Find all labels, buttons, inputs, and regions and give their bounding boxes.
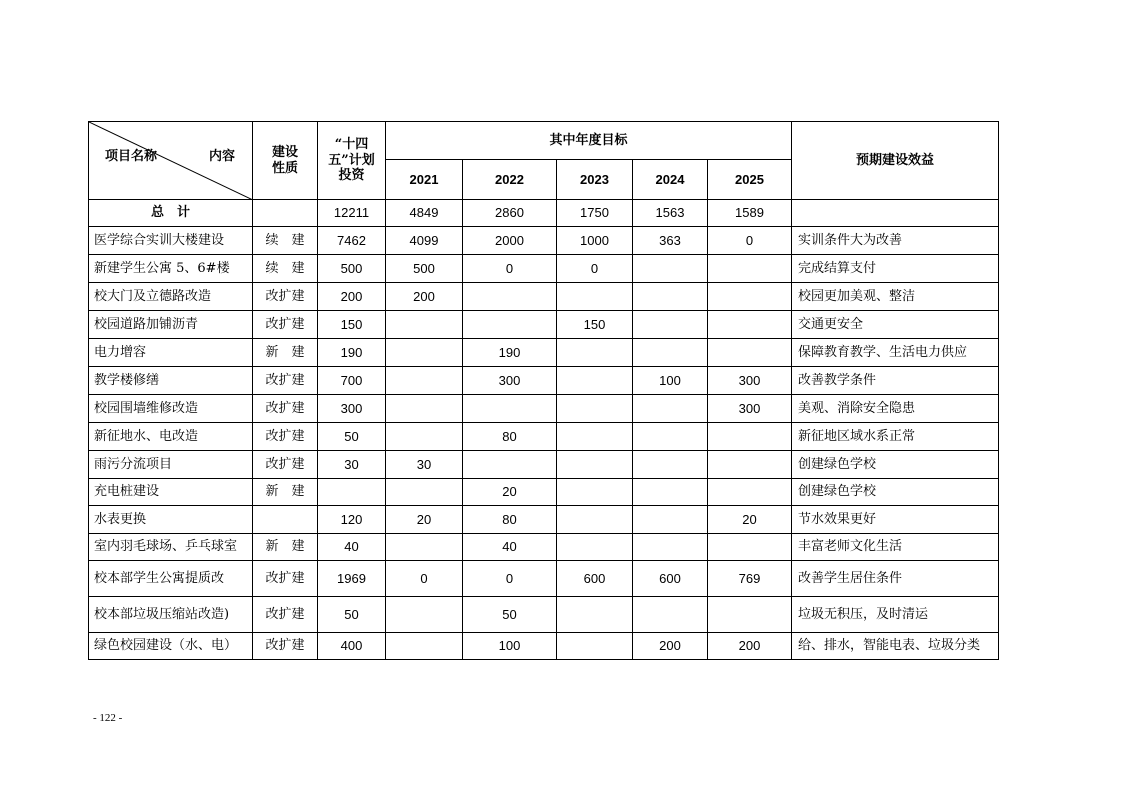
total-2023: 1750	[557, 200, 633, 227]
header-nature-line2: 性质	[271, 160, 298, 176]
project-name-cell: 校本部学生公寓提质改	[89, 561, 253, 597]
year-value-cell	[633, 423, 708, 451]
benefit-cell: 美观、消除安全隐患	[792, 395, 999, 423]
year-value-cell	[463, 283, 557, 311]
year-value-cell: 600	[557, 561, 633, 597]
year-value-cell	[708, 451, 792, 479]
table-row	[89, 339, 999, 367]
year-value-cell: 200	[708, 633, 792, 660]
total-benefit	[792, 200, 999, 227]
year-value-cell	[557, 506, 633, 534]
year-value-cell	[557, 479, 633, 506]
nature-cell: 改扩建	[253, 367, 318, 395]
invest-cell: 190	[318, 339, 386, 367]
table-row	[89, 311, 999, 339]
year-value-cell	[557, 423, 633, 451]
year-value-cell	[557, 534, 633, 561]
year-value-cell	[463, 395, 557, 423]
header-invest-line2: 五”计划	[328, 152, 375, 168]
year-value-cell: 80	[463, 506, 557, 534]
year-value-cell: 80	[463, 423, 557, 451]
year-value-cell: 300	[708, 367, 792, 395]
year-value-cell: 0	[463, 561, 557, 597]
nature-cell: 改扩建	[253, 423, 318, 451]
project-name-cell: 新建学生公寓 5、6#楼	[89, 255, 253, 283]
year-value-cell	[557, 395, 633, 423]
year-value-cell	[633, 597, 708, 633]
year-value-cell: 300	[463, 367, 557, 395]
year-value-cell	[633, 395, 708, 423]
nature-cell: 改扩建	[253, 633, 318, 660]
year-value-cell	[557, 633, 633, 660]
nature-cell: 改扩建	[253, 561, 318, 597]
year-value-cell: 4099	[386, 227, 463, 255]
benefit-cell: 新征地区域水系正常	[792, 423, 999, 451]
table-row	[89, 597, 999, 633]
year-value-cell	[633, 479, 708, 506]
year-value-cell	[708, 597, 792, 633]
table-row	[89, 227, 999, 255]
table-row	[89, 367, 999, 395]
year-value-cell	[708, 283, 792, 311]
benefit-cell: 改善学生居住条件	[792, 561, 999, 597]
table-row	[89, 534, 999, 561]
year-value-cell	[386, 367, 463, 395]
project-name-cell: 水表更换	[89, 506, 253, 534]
year-value-cell: 0	[463, 255, 557, 283]
project-name-cell: 新征地水、电改造	[89, 423, 253, 451]
nature-cell: 改扩建	[253, 451, 318, 479]
total-label: 总 计	[89, 200, 253, 227]
total-row	[89, 200, 999, 227]
benefit-cell: 保障教育教学、生活电力供应	[792, 339, 999, 367]
header-invest-line1: “十四	[334, 137, 369, 153]
year-value-cell	[557, 367, 633, 395]
year-value-cell: 0	[557, 255, 633, 283]
year-value-cell: 2000	[463, 227, 557, 255]
total-invest: 12211	[318, 200, 386, 227]
table-row	[89, 451, 999, 479]
table-row	[89, 506, 999, 534]
benefit-cell: 校园更加美观、整洁	[792, 283, 999, 311]
invest-cell: 400	[318, 633, 386, 660]
header-year-2021: 2021	[386, 160, 463, 200]
year-value-cell	[708, 311, 792, 339]
year-value-cell: 500	[386, 255, 463, 283]
project-name-cell: 室内羽毛球场、乒乓球室	[89, 534, 253, 561]
benefit-cell: 节水效果更好	[792, 506, 999, 534]
year-value-cell	[557, 451, 633, 479]
nature-cell: 改扩建	[253, 395, 318, 423]
year-value-cell	[557, 339, 633, 367]
year-value-cell	[633, 283, 708, 311]
header-nature	[253, 122, 318, 200]
project-name-cell: 校大门及立德路改造	[89, 283, 253, 311]
project-name-cell: 教学楼修缮	[89, 367, 253, 395]
year-value-cell	[386, 423, 463, 451]
invest-cell: 120	[318, 506, 386, 534]
nature-cell: 续 建	[253, 255, 318, 283]
year-value-cell	[633, 255, 708, 283]
page-number: - 122 -	[93, 712, 123, 724]
table-row	[89, 479, 999, 506]
invest-cell: 40	[318, 534, 386, 561]
header-invest-line3: 投资	[338, 168, 365, 184]
year-value-cell	[633, 339, 708, 367]
project-name-cell: 雨污分流项目	[89, 451, 253, 479]
benefit-cell: 创建绿色学校	[792, 479, 999, 506]
year-value-cell	[708, 534, 792, 561]
header-yearly-group: 其中年度目标	[386, 122, 792, 160]
total-2024: 1563	[633, 200, 708, 227]
year-value-cell	[633, 534, 708, 561]
benefit-cell: 完成结算支付	[792, 255, 999, 283]
year-value-cell	[386, 479, 463, 506]
header-year-2024: 2024	[633, 160, 708, 200]
year-value-cell	[708, 479, 792, 506]
year-value-cell: 363	[633, 227, 708, 255]
table-row	[89, 395, 999, 423]
year-value-cell: 50	[463, 597, 557, 633]
year-value-cell	[386, 597, 463, 633]
header-row-1	[89, 122, 999, 160]
benefit-cell: 给、排水，智能电表、垃圾分类	[792, 633, 999, 660]
nature-cell: 改扩建	[253, 283, 318, 311]
year-value-cell: 1000	[557, 227, 633, 255]
invest-cell: 7462	[318, 227, 386, 255]
invest-cell: 30	[318, 451, 386, 479]
year-value-cell: 40	[463, 534, 557, 561]
benefit-cell: 创建绿色学校	[792, 451, 999, 479]
header-invest	[318, 122, 386, 200]
header-benefit: 预期建设效益	[792, 122, 999, 200]
year-value-cell: 20	[386, 506, 463, 534]
header-diagonal-cell	[89, 122, 253, 200]
header-year-2022: 2022	[463, 160, 557, 200]
invest-cell: 50	[318, 597, 386, 633]
nature-cell: 改扩建	[253, 597, 318, 633]
project-name-cell: 校园道路加铺沥青	[89, 311, 253, 339]
header-project-name: 项目名称	[105, 149, 158, 164]
total-2021: 4849	[386, 200, 463, 227]
benefit-cell: 垃圾无积压，及时清运	[792, 597, 999, 633]
year-value-cell: 190	[463, 339, 557, 367]
nature-cell: 改扩建	[253, 311, 318, 339]
project-name-cell: 医学综合实训大楼建设	[89, 227, 253, 255]
investment-plan-table	[88, 121, 999, 660]
header-nature-line1: 建设	[271, 144, 298, 160]
year-value-cell: 150	[557, 311, 633, 339]
benefit-cell: 丰富老师文化生活	[792, 534, 999, 561]
invest-cell: 150	[318, 311, 386, 339]
nature-cell: 续 建	[253, 227, 318, 255]
total-2025: 1589	[708, 200, 792, 227]
year-value-cell: 20	[708, 506, 792, 534]
year-value-cell: 0	[386, 561, 463, 597]
year-value-cell: 20	[463, 479, 557, 506]
year-value-cell: 769	[708, 561, 792, 597]
invest-cell: 300	[318, 395, 386, 423]
year-value-cell: 100	[633, 367, 708, 395]
year-value-cell	[463, 311, 557, 339]
year-value-cell: 600	[633, 561, 708, 597]
table-row	[89, 283, 999, 311]
year-value-cell	[557, 283, 633, 311]
year-value-cell	[386, 395, 463, 423]
invest-cell: 500	[318, 255, 386, 283]
table-row	[89, 561, 999, 597]
header-content: 内容	[209, 149, 236, 164]
year-value-cell	[633, 311, 708, 339]
project-name-cell: 电力增容	[89, 339, 253, 367]
year-value-cell	[633, 451, 708, 479]
year-value-cell: 30	[386, 451, 463, 479]
year-value-cell: 200	[633, 633, 708, 660]
year-value-cell	[386, 339, 463, 367]
nature-cell	[253, 506, 318, 534]
table-body	[89, 227, 999, 660]
benefit-cell: 改善教学条件	[792, 367, 999, 395]
invest-cell: 1969	[318, 561, 386, 597]
invest-cell: 700	[318, 367, 386, 395]
invest-cell: 200	[318, 283, 386, 311]
benefit-cell: 实训条件大为改善	[792, 227, 999, 255]
project-name-cell: 校园围墙维修改造	[89, 395, 253, 423]
year-value-cell: 0	[708, 227, 792, 255]
year-value-cell	[557, 597, 633, 633]
total-2022: 2860	[463, 200, 557, 227]
investment-table-container	[88, 121, 999, 660]
year-value-cell	[386, 534, 463, 561]
nature-cell: 新 建	[253, 479, 318, 506]
year-value-cell	[386, 311, 463, 339]
year-value-cell	[463, 451, 557, 479]
year-value-cell: 100	[463, 633, 557, 660]
year-value-cell	[633, 506, 708, 534]
project-name-cell: 校本部垃圾压缩站改造)	[89, 597, 253, 633]
table-row	[89, 633, 999, 660]
nature-cell: 新 建	[253, 534, 318, 561]
table-row	[89, 255, 999, 283]
total-nature	[253, 200, 318, 227]
table-row	[89, 423, 999, 451]
project-name-cell: 充电桩建设	[89, 479, 253, 506]
benefit-cell: 交通更安全	[792, 311, 999, 339]
year-value-cell	[708, 255, 792, 283]
header-year-2025: 2025	[708, 160, 792, 200]
project-name-cell: 绿色校园建设（水、电）	[89, 633, 253, 660]
year-value-cell	[708, 423, 792, 451]
year-value-cell: 200	[386, 283, 463, 311]
header-year-2023: 2023	[557, 160, 633, 200]
year-value-cell: 300	[708, 395, 792, 423]
year-value-cell	[708, 339, 792, 367]
nature-cell: 新 建	[253, 339, 318, 367]
invest-cell: 50	[318, 423, 386, 451]
invest-cell	[318, 479, 386, 506]
year-value-cell	[386, 633, 463, 660]
